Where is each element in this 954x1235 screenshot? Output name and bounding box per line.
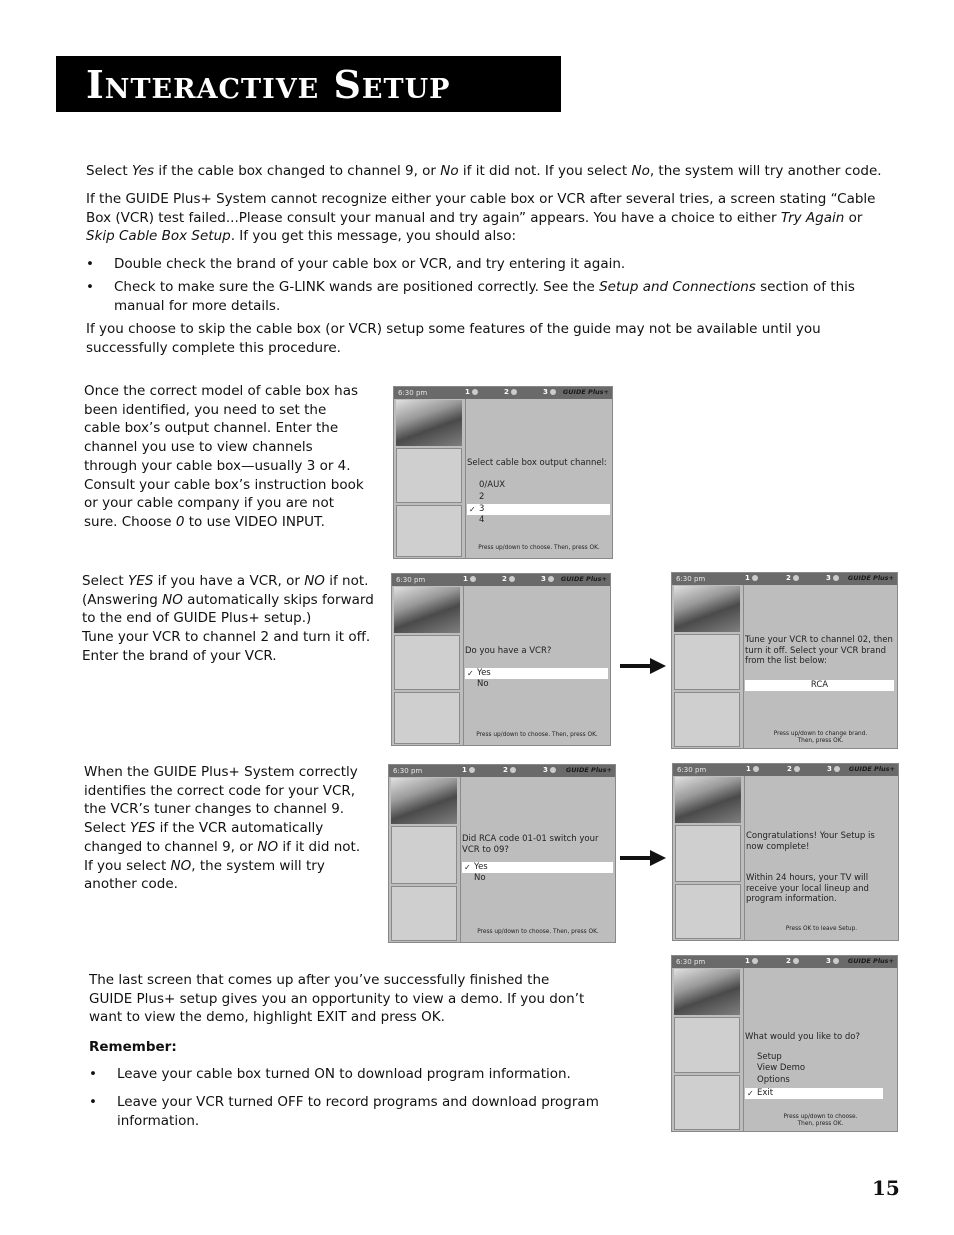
- page-number: 15: [872, 1176, 900, 1200]
- option-selected: RCA: [745, 680, 894, 691]
- video-window: [675, 777, 741, 823]
- checkmark-icon: ✓: [469, 505, 476, 514]
- checkmark-icon: ✓: [467, 669, 474, 678]
- section4-text: The last screen that comes up after you’ve successfully finished the GUIDE Plus+ setup gives you an opportunity to view a demo. If you don’t want to view the demo, highlight EXIT and press OK.: [89, 972, 585, 1026]
- remember-bullet-2: • Leave your VCR turned OFF to record programs and download program information.: [89, 1094, 599, 1129]
- option-selected: ✓ 3: [467, 504, 610, 515]
- tv-screen-vcr-code: 6:30 pm 1 2 3 GUIDE Plus+ Did RCA code 01-01 switch your VCR to 09? ✓ Yes No Press up/down to choose. Then, press OK.: [388, 764, 616, 943]
- guide-plus-logo: GUIDE Plus+: [562, 388, 609, 396]
- right-arrow-icon: [620, 658, 666, 674]
- guide-plus-logo: GUIDE Plus+: [560, 575, 607, 583]
- page-title: Interactive Setup: [86, 62, 451, 107]
- section2-text: Select YES if you have a VCR, or NO if not. (Answering NO automatically skips forward to the end of GUIDE Plus+ setup.) Tune your VCR to channel 2 and turn it off. Enter the brand of your VCR.: [82, 573, 374, 664]
- video-window: [396, 400, 462, 446]
- section1-text: Once the correct model of cable box has been identified, you need to set the cable box’s output channel. Enter the channel you use to view channels through your cable box—usually 3 or 4. Consult your cable box’s instruction book or your cable company if you are not sure. Choose 0 to use VIDEO INPUT.: [84, 383, 364, 530]
- guide-plus-logo: GUIDE Plus+: [847, 957, 894, 965]
- option-selected: ✓ Exit: [745, 1088, 883, 1099]
- tv-screen-cable-output: 6:30 pm 1 2 3 GUIDE Plus+ Select cable box output channel: 0/AUX 2 ✓ 3 4 Press up/down to choose. Then, press OK.: [393, 386, 613, 559]
- right-arrow-icon: [620, 850, 666, 866]
- tv-screen-setup-complete: 6:30 pm 1 2 3 GUIDE Plus+ Congratulations! Your Setup is now complete! Within 24 hours, your TV will receive your local lineup and program information. Press OK to leave Setup.: [672, 763, 899, 941]
- checkmark-icon: ✓: [464, 863, 471, 872]
- intro-bullet-2: • Check to make sure the G-LINK wands are positioned correctly. See the Setup and Connections section of this manual for more details.: [86, 279, 855, 314]
- tv-screen-main-menu: 6:30 pm 1 2 3 GUIDE Plus+ What would you like to do? Setup View Demo Options ✓ Exit Press up/down to choose. Then, press OK.: [671, 955, 898, 1132]
- guide-plus-logo: GUIDE Plus+: [565, 766, 612, 774]
- section3-text: When the GUIDE Plus+ System correctly identifies the correct code for your VCR, the VCR’s tuner changes to channel 9. Select YES if the VCR automatically changed to channel 9, or NO if it did not. If you select NO, the system will try another code.: [84, 764, 361, 893]
- checkmark-icon: ✓: [747, 1089, 754, 1098]
- option-selected: ✓ Yes: [462, 862, 613, 873]
- video-window: [674, 969, 740, 1015]
- intro-paragraph-2: If the GUIDE Plus+ System cannot recognize either your cable box or VCR after several tries, a screen stating “Cable Box (VCR) test failed...Please consult your manual and try again” appears. You have a choice to either Try Again or Skip Cable Box Setup. If you get this message, you should also:: [86, 191, 876, 245]
- intro-paragraph-1: Select Yes if the cable box changed to channel 9, or No if it did not. If you select No, the system will try another code.: [86, 163, 882, 179]
- tv-screen-vcr-brand: 6:30 pm 1 2 3 GUIDE Plus+ Tune your VCR to channel 02, then turn it off. Select your VCR brand from the list below: RCA Press up/down to change brand. Then, press OK.: [671, 572, 898, 749]
- tv-screen-have-vcr: 6:30 pm 1 2 3 GUIDE Plus+ Do you have a VCR? ✓ Yes No Press up/down to choose. Then, press OK.: [391, 573, 611, 746]
- remember-heading: Remember:: [89, 1039, 177, 1055]
- guide-plus-logo: GUIDE Plus+: [848, 765, 895, 773]
- intro-paragraph-3: If you choose to skip the cable box (or VCR) setup some features of the guide may not be available until you successfully complete this procedure.: [86, 321, 821, 356]
- video-window: [394, 587, 460, 633]
- option-selected: ✓ Yes: [465, 668, 608, 679]
- intro-bullet-1: • Double check the brand of your cable box or VCR, and try entering it again.: [86, 256, 626, 272]
- video-window: [391, 778, 457, 824]
- remember-bullet-1: • Leave your cable box turned ON to download program information.: [89, 1066, 571, 1082]
- guide-plus-logo: GUIDE Plus+: [847, 574, 894, 582]
- video-window: [674, 586, 740, 632]
